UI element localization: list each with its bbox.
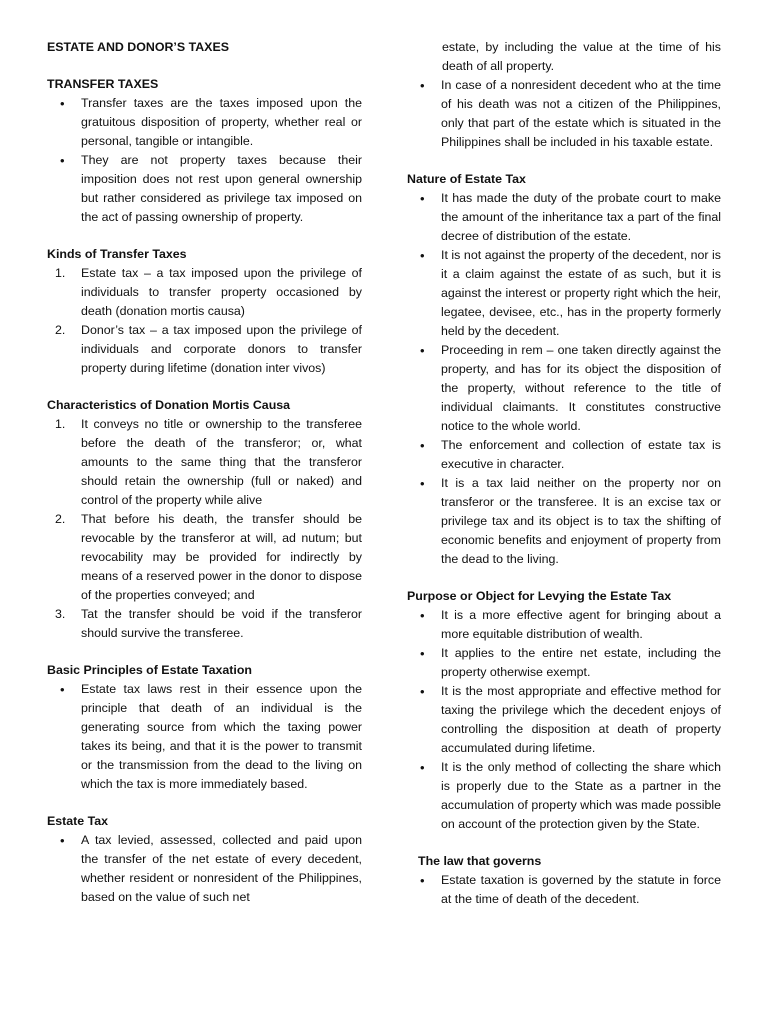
heading-kinds-of-transfer-taxes: Kinds of Transfer Taxes bbox=[47, 247, 187, 261]
heading-estate-tax: Estate Tax bbox=[47, 814, 109, 828]
item-text: Estate tax – a tax imposed upon the privilege of individuals to transfer property occasioned by death (donation mortis causa) bbox=[81, 266, 362, 318]
estate-tax-list bbox=[47, 831, 362, 907]
list-item: • Transfer taxes are the taxes imposed upon the gratuitous disposition of property, whether real or personal, tangible or intangible. bbox=[47, 94, 362, 151]
heading-transfer-taxes: TRANSFER TAXES bbox=[47, 77, 159, 91]
principles-list bbox=[47, 680, 362, 794]
heading-nature-of-estate-tax: Nature of Estate Tax bbox=[407, 172, 526, 186]
item-number: 3. bbox=[55, 607, 66, 621]
characteristics-list bbox=[47, 415, 362, 643]
list-item: • Proceeding in rem – one taken directly against the property, and has for its object the disposition of the property, without reference to the title of individual claimants. It constitutes constructive notice to the whole world. bbox=[407, 341, 721, 436]
list-item: • It is the only method of collecting the share which is properly due to the State as a partner in the accumulation of property which was made possible on account of the protection given by the State. bbox=[407, 758, 721, 834]
item-text: It conveys no title or ownership to the transferee before the death of the transferor; or, what amounts to the same thing that the transferor should retain the ownership (full or naked) and control of the property while alive bbox=[81, 417, 362, 507]
list-item: • Estate tax laws rest in their essence upon the principle that death of an individual is the generating source from which the taxing power takes its being, and that it is the power to transmit or the transmission from the dead to the living on which the tax is more immediately based. bbox=[47, 680, 362, 794]
item-number: 1. bbox=[55, 266, 66, 280]
right-column bbox=[407, 38, 721, 909]
list-item: • It is a tax laid neither on the property nor on transferor or the transferee. It is an excise tax or privilege tax and its object is to tax the shifting of economic benefits and enjoyment of property from the dead to the living. bbox=[407, 474, 721, 569]
law-list bbox=[407, 871, 721, 909]
item-text: That before his death, the transfer should be revocable by the transferor at will, ad nutum; but revocability may be provided for indirectly by means of a reserved power in the donor to dispose of the properties conveyed; and bbox=[81, 512, 362, 602]
nature-list bbox=[407, 189, 721, 569]
list-item bbox=[47, 510, 362, 605]
item-number: 2. bbox=[55, 512, 66, 526]
list-item: • Estate taxation is governed by the statute in force at the time of death of the decedent. bbox=[407, 871, 721, 909]
list-item: • The enforcement and collection of estate tax is executive in character. bbox=[407, 436, 721, 474]
list-item bbox=[47, 605, 362, 643]
item-text: Donor’s tax – a tax imposed upon the privilege of individuals and corporate donors to transfer property during lifetime (donation inter vivos) bbox=[81, 323, 362, 375]
list-item: • It is a more effective agent for bringing about a more equitable distribution of wealth. bbox=[407, 606, 721, 644]
list-item: • They are not property taxes because their imposition does not rest upon general ownership but rather considered as privilege tax imposed on the act of passing ownership of property. bbox=[47, 151, 362, 227]
heading-basic-principles: Basic Principles of Estate Taxation bbox=[47, 663, 252, 677]
list-item: • It applies to the entire net estate, including the property otherwise exempt. bbox=[407, 644, 721, 682]
estate-tax-list-continued bbox=[407, 76, 721, 152]
purpose-list bbox=[407, 606, 721, 834]
list-item: • A tax levied, assessed, collected and paid upon the transfer of the net estate of every decedent, whether resident or nonresident of the Philippines, based on the value of such net bbox=[47, 831, 362, 907]
heading-characteristics: Characteristics of Donation Mortis Causa bbox=[47, 398, 291, 412]
list-item bbox=[47, 321, 362, 378]
left-column bbox=[47, 38, 362, 907]
estate-tax-continuation: estate, by including the value at the time of his death of all property. bbox=[442, 40, 721, 73]
heading-law-that-governs: The law that governs bbox=[418, 854, 542, 868]
list-item: • In case of a nonresident decedent who at the time of his death was not a citizen of the Philippines, only that part of the estate which is situated in the Philippines shall be included in his taxable estate. bbox=[407, 76, 721, 152]
list-item bbox=[47, 264, 362, 321]
document-title: ESTATE AND DONOR’S TAXES bbox=[47, 40, 229, 54]
item-number: 1. bbox=[55, 417, 66, 431]
list-item: • It is not against the property of the decedent, nor is it a claim against the estate of as such, but it is against the interest or property right which the heir, legatee, devisee, etc., has in the property formerly held by the decedent. bbox=[407, 246, 721, 341]
heading-purpose: Purpose or Object for Levying the Estate Tax bbox=[407, 589, 672, 603]
item-number: 2. bbox=[55, 323, 66, 337]
item-text: Tat the transfer should be void if the transferor should survive the transferee. bbox=[81, 607, 362, 640]
transfer-taxes-list bbox=[47, 94, 362, 227]
list-item bbox=[47, 415, 362, 510]
list-item: • It is the most appropriate and effective method for taxing the privilege which the decedent enjoys of controlling the disposition at death of property accumulated during lifetime. bbox=[407, 682, 721, 758]
list-item: • It has made the duty of the probate court to make the amount of the inheritance tax a part of the final decree of distribution of the estate. bbox=[407, 189, 721, 246]
kinds-list bbox=[47, 264, 362, 378]
